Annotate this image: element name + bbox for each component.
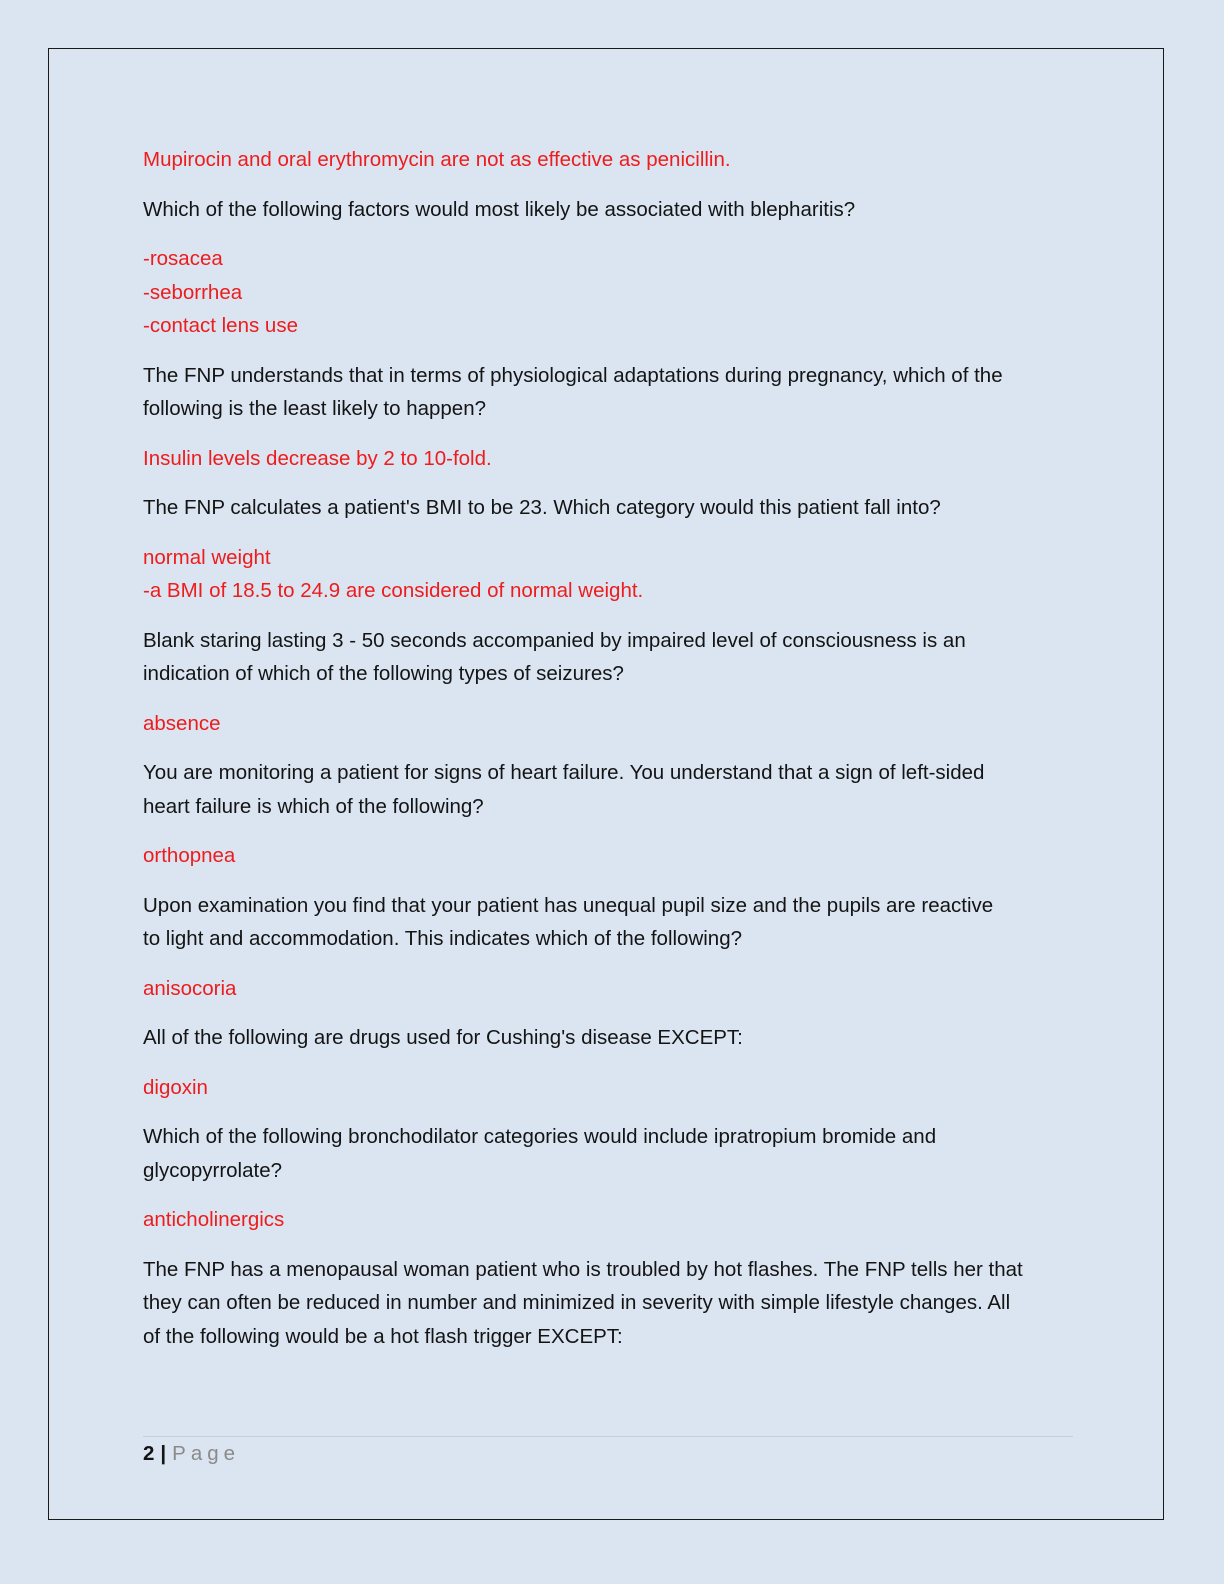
question-line: Blank staring lasting 3 - 50 seconds accompanied by impaired level of consciousness is an	[143, 628, 966, 652]
question-block	[143, 1253, 1083, 1354]
answer-line: orthopnea	[143, 844, 236, 867]
answer-line: -rosacea	[143, 247, 223, 270]
question-line: indication of which of the following types of seizures?	[143, 662, 624, 685]
question-block	[143, 491, 1083, 525]
page-label: Page	[172, 1442, 241, 1465]
page-number: 2	[143, 1442, 155, 1465]
answer-line: anticholinergics	[143, 1208, 285, 1231]
question-line: Which of the following bronchodilator categories would include ipratropium bromide and	[143, 1125, 937, 1148]
answer-line: absence	[143, 711, 221, 735]
answer-block	[143, 442, 1083, 476]
answer-block	[143, 1071, 1083, 1105]
answer-line: -a BMI of 18.5 to 24.9 are considered of normal weight.	[143, 579, 644, 602]
answer-block	[143, 707, 1083, 741]
footer-separator: |	[160, 1442, 167, 1465]
answer-block	[143, 839, 1083, 873]
answer-line: Insulin levels decrease by 2 to 10-fold.	[143, 446, 492, 470]
document-body	[143, 143, 1083, 1369]
question-line: All of the following are drugs used for Cushing's disease EXCEPT:	[143, 1026, 743, 1049]
question-line: following is the least likely to happen?	[143, 397, 487, 420]
question-block	[143, 756, 1083, 823]
answer-block	[143, 541, 1083, 608]
question-line: The FNP has a menopausal woman patient who is troubled by hot flashes. The FNP tells her that	[143, 1257, 1023, 1281]
answer-line: anisocoria	[143, 976, 237, 1000]
question-block	[143, 1021, 1083, 1055]
question-line: The FNP calculates a patient's BMI to be 23. Which category would this patient fall into?	[143, 496, 941, 519]
answer-line: Mupirocin and oral erythromycin are not as effective as penicillin.	[143, 148, 731, 171]
answer-line: -contact lens use	[143, 314, 298, 337]
answer-line: normal weight	[143, 545, 271, 569]
question-line: The FNP understands that in terms of physiological adaptations during pregnancy, which of the	[143, 363, 1003, 387]
answer-line: -seborrhea	[143, 280, 243, 304]
page-footer	[143, 1439, 240, 1469]
question-block	[143, 889, 1083, 956]
footer-divider	[143, 1436, 1073, 1437]
answer-block	[143, 143, 1083, 177]
question-line: Which of the following factors would most likely be associated with blepharitis?	[143, 197, 856, 221]
question-block	[143, 624, 1083, 691]
question-block	[143, 359, 1083, 426]
question-line: to light and accommodation. This indicates which of the following?	[143, 927, 743, 950]
question-line: glycopyrrolate?	[143, 1158, 283, 1182]
question-block	[143, 1120, 1083, 1187]
answer-block	[143, 972, 1083, 1006]
answer-line: digoxin	[143, 1075, 208, 1099]
question-line: You are monitoring a patient for signs of heart failure. You understand that a sign of left-sided	[143, 761, 985, 784]
question-block	[143, 193, 1083, 227]
question-line: Upon examination you find that your patient has unequal pupil size and the pupils are reactive	[143, 893, 994, 917]
answer-block	[143, 1203, 1083, 1237]
answer-block	[143, 242, 1083, 343]
question-line: they can often be reduced in number and minimized in severity with simple lifestyle changes. All	[143, 1291, 1011, 1314]
question-line: heart failure is which of the following?	[143, 794, 484, 818]
question-line: of the following would be a hot flash trigger EXCEPT:	[143, 1324, 623, 1348]
